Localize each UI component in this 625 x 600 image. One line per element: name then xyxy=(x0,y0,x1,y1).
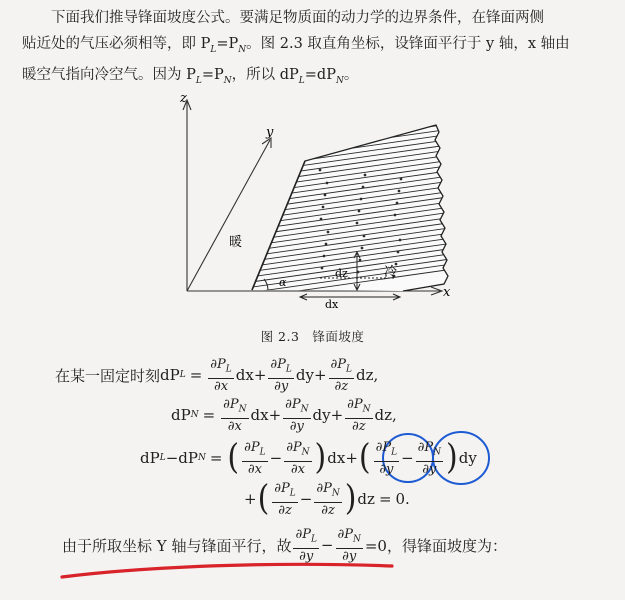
equation-dPL: 在某一固定时刻 dP L = $\frac{\partial P_L}{\partial x}$ dx + $\frac{\partial P_L}{\partial y}$ dy + $\frac{\partial P_L}{\partial z}$ dz , xyxy=(55,357,379,394)
equation-dz-term: + ( $\frac{\partial P_L}{\partial z}$ − $\frac{\partial P_N}{\partial z}$ ) dz = 0. xyxy=(244,478,410,519)
eq-dp: dP xyxy=(160,366,180,385)
label-alpha: α xyxy=(279,276,287,289)
label-warm: 暖 xyxy=(229,235,243,250)
para-line-2c: 。图 2.3 取直角坐标，设锋面平行于 y 轴，x 轴由 xyxy=(246,35,570,52)
para-line-3c: ，所以 dP xyxy=(231,66,299,83)
para-line-3d: =dP xyxy=(304,66,336,83)
sub-n: N xyxy=(335,75,344,86)
sub-l: L xyxy=(298,75,305,86)
para-line-1: 下面我们推导锋面坡度公式。要满足物质面的动力学的边界条件，在锋面两侧 xyxy=(51,10,544,26)
eq-equals: = xyxy=(189,366,203,385)
red-underline xyxy=(62,564,392,577)
label-y: y xyxy=(266,125,274,140)
label-cold: 冷 xyxy=(384,265,398,280)
para-line-2a: 贴近处的气压必须相等，即 P xyxy=(22,35,211,52)
conclusion-text-1: 由于所取坐标 Y 轴与锋面平行，故 xyxy=(62,536,292,555)
para-line-2b: =P xyxy=(216,35,239,52)
figure-caption: 图 2.3 锋面坡度 xyxy=(260,329,365,344)
label-dx: dx xyxy=(325,298,339,311)
conclusion-text-2: =0，得锋面坡度为： xyxy=(364,536,507,555)
para-line-3a: 暖空气指向冷空气。因为 P xyxy=(22,66,196,83)
label-dz: dz xyxy=(335,267,348,280)
sub-l: L xyxy=(210,44,217,55)
equation-difference: dP L − dP N = ( $\frac{\partial P_L}{\partial x}$ − $\frac{\partial P_N}{\partial x}$ ) dx + ( $\frac{\partial P_L}{\partial y}$ − $\frac{\partial P_N}{\partial y}$ ) dy xyxy=(140,437,477,478)
sub-l: L xyxy=(195,75,202,86)
para-line-3b: =P xyxy=(201,66,224,83)
sub-n: N xyxy=(238,44,247,55)
sub-n: N xyxy=(223,75,232,86)
label-z: z xyxy=(180,91,187,106)
eq-intro-text: 在某一固定时刻 xyxy=(55,366,161,385)
label-x: x xyxy=(443,285,451,300)
equation-dPN: dP N = $\frac{\partial P_N}{\partial x}$ dx + $\frac{\partial P_N}{\partial y}$ dy + $\frac{\partial P_N}{\partial z}$ dz , xyxy=(171,397,397,434)
conclusion-line: 由于所取坐标 Y 轴与锋面平行，故 $\frac{\partial P_L}{\partial y}$ − $\frac{\partial P_N}{\partial y}$ =0，得锋面坡度为： xyxy=(62,527,507,564)
para-line-3e: 。 xyxy=(343,66,359,83)
